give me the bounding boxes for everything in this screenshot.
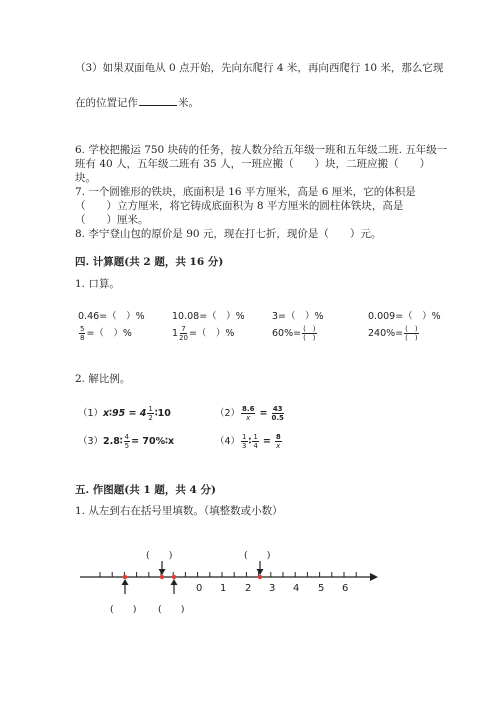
axis-label-1: 1 [220, 583, 227, 594]
fraction: $\frac{7}{20}$ [179, 325, 188, 342]
arrow-up-2 [171, 579, 178, 594]
fraction: $\frac{43}{0.5}$ [271, 405, 284, 422]
proportion-1: （1）x∶95 = 4 $\frac{1}{2}$ ∶10 [78, 405, 171, 422]
fraction: $\frac{1}{4}$ [253, 433, 258, 450]
q3-line1: （3）如果双面龟从 0 点开始，先向东爬行 4 米，再向西爬行 10 米，那么它现 [75, 62, 444, 74]
section5-title: 五. 作图题(共 1 题，共 4 分) [75, 484, 216, 496]
proportion-4: （4） $\frac{1}{3}$ ∶ $\frac{1}{4}$ = $\frac{8}{x}$ [215, 433, 281, 450]
fraction: $\frac{( )}{( )}$ [303, 325, 316, 342]
calc-item-8: 240%= $\frac{( )}{( )}$ [368, 325, 418, 342]
q6-line3: 块。 [75, 172, 96, 184]
section4-title: 四. 计算题(共 2 题，共 16 分) [75, 256, 224, 268]
answer-paren-bottom-1[interactable]: ( ) [110, 604, 137, 615]
axis-label-5: 5 [318, 583, 325, 594]
calc2-label: 2. 解比例。 [75, 373, 131, 385]
calc-item-2: 10.08=（ ）% [172, 311, 245, 322]
tick-group [100, 572, 356, 577]
axis-label-3: 3 [269, 583, 276, 594]
arrow-up-1 [122, 579, 129, 594]
calc-item-7: 60%= $\frac{( )}{( )}$ [272, 325, 316, 342]
fraction: $\frac{1}{2}$ [148, 405, 153, 422]
axis-label-0: 0 [196, 583, 203, 594]
proportion-3: （3）2.8∶ $\frac{4}{5}$ = 70%∶x [78, 433, 175, 450]
arrow-down-2 [257, 561, 264, 575]
point-3 [172, 575, 176, 579]
answer-paren-bottom-2[interactable]: ( ) [158, 604, 185, 615]
fraction: $\frac{4}{5}$ [124, 433, 130, 450]
fraction: $\frac{1}{3}$ [242, 433, 247, 450]
proportion-2: （2） $\frac{8.6}{x}$ = $\frac{43}{0.5}$ [215, 405, 284, 422]
answer-paren-top-1[interactable]: ( ) [146, 550, 173, 561]
point-4 [258, 575, 262, 579]
fraction: $\frac{( )}{( )}$ [405, 325, 418, 342]
calc-item-1: 0.46=（ ）% [78, 311, 145, 322]
fraction: $\frac{8.6}{x}$ [242, 405, 255, 422]
axis-label-2: 2 [245, 583, 252, 594]
fraction: $\frac{8}{x}$ [275, 433, 281, 450]
calc1-label: 1. 口算。 [75, 278, 120, 290]
q6-line1: 6. 学校把搬运 750 块砖的任务，按人数分给五年级一班和五年级二班. 五年级一 [75, 144, 448, 156]
q7-line3: （ ）厘米。 [75, 214, 149, 226]
q3-line2-pre: 在的位置记作 [75, 97, 138, 109]
arrow-down-1 [159, 561, 166, 575]
fraction: $\frac{5}{8}$ [80, 325, 85, 342]
point-2 [160, 575, 164, 579]
axis-label-4: 4 [293, 583, 300, 594]
axis-label-6: 6 [342, 583, 349, 594]
calc-item-6: 1 $\frac{7}{20}$ =（ ）% [172, 325, 235, 342]
answer-paren-top-2[interactable]: ( ) [244, 550, 271, 561]
calc-item-5: $\frac{5}{8}$ =（ ）% [80, 325, 132, 342]
draw1-label: 1. 从左到右在括号里填数。（填整数或小数） [75, 505, 283, 517]
q7-line2: （ ）立方厘米，将它铸成底面积为 8 平方厘米的圆柱体铁块，高是 [75, 200, 404, 212]
point-1 [123, 575, 127, 579]
calc-item-3: 3=（ ）% [272, 311, 324, 322]
q7-line1: 7. 一个圆锥形的铁块，底面积是 16 平方厘米，高是 6 厘米，它的体积是 [75, 186, 416, 198]
q8-line1: 8. 李宁登山包的原价是 90 元，现在打七折，现价是（ ）元。 [75, 228, 382, 240]
calc-item-4: 0.009=（ ）% [368, 311, 441, 322]
q6-line2: 班有 40 人，五年级二班有 35 人，一班应搬（ ）块，二班应搬（ ） [75, 158, 431, 170]
axis-arrow-icon [370, 573, 378, 581]
q3-line2-post: 米。 [178, 97, 199, 109]
